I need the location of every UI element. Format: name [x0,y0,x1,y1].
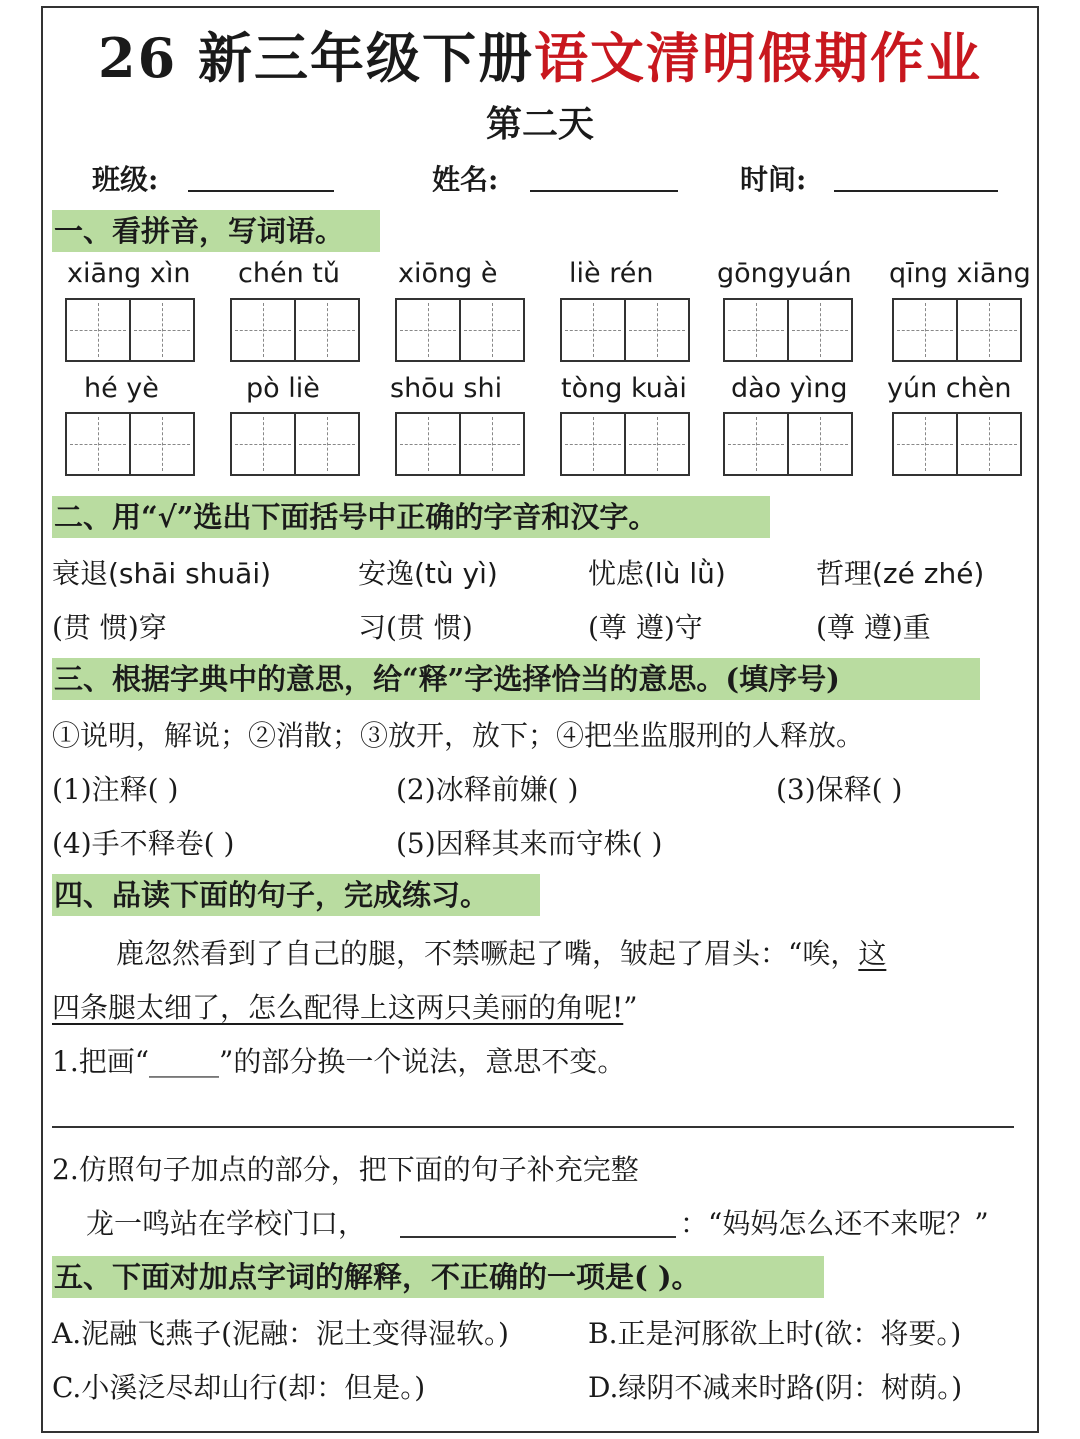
writing-grid[interactable] [230,298,360,362]
writing-grid[interactable] [65,298,195,362]
option-b[interactable]: B.正是河豚欲上时(欲：将要。) [588,1317,962,1350]
section4-heading: 四、品读下面的句子，完成练习。 [52,874,540,916]
writing-grid[interactable] [892,298,1022,362]
choice-item[interactable]: 安逸(tù yì) [358,557,498,590]
section2-heading: 二、用“√”选出下面括号中正确的字音和汉字。 [52,496,770,538]
choice-item[interactable]: (贯 惯)穿 [52,611,167,644]
answer-blank[interactable] [400,1236,676,1238]
time-blank[interactable] [834,190,998,192]
passage-line-2: 四条腿太细了，怎么配得上这两只美丽的角呢!” [52,991,638,1024]
question-2-end: ：“妈妈怎么还不来呢？” [680,1207,989,1240]
pinyin-3: xiōng è [398,258,498,289]
choice-item[interactable]: (尊 遵)守 [588,611,703,644]
pinyin-1: xiāng xìn [67,258,191,289]
question-2: 2.仿照句子加点的部分，把下面的句子补充完整 [52,1153,639,1186]
passage-line-1: 鹿忽然看到了自己的腿，不禁噘起了嘴，皱起了眉头：“唉，这 [116,937,887,970]
pinyin-9: shōu shi [390,373,503,404]
pinyin-6: qīng xiāng [889,258,1031,289]
fill-item[interactable]: (2)冰释前嫌( ) [396,773,579,806]
pinyin-4: liè rén [569,258,654,289]
writing-grid[interactable] [723,412,853,476]
section5-heading: 五、下面对加点字词的解释，不正确的一项是( )。 [52,1256,824,1298]
fill-item[interactable]: (4)手不释卷( ) [52,827,235,860]
fill-item[interactable]: (5)因释其来而守株( ) [396,827,663,860]
choice-item[interactable]: 哲理(zé zhé) [816,557,985,590]
pinyin-5: gōngyuán [717,258,852,289]
writing-grid[interactable] [395,412,525,476]
pinyin-10: tòng kuài [561,373,687,404]
pinyin-2: chén tǔ [238,258,340,289]
pinyin-11: dào yìng [731,373,848,404]
writing-grid[interactable] [560,412,690,476]
answer-line[interactable] [52,1126,1014,1128]
time-label: 时间: [740,163,807,196]
writing-grid[interactable] [892,412,1022,476]
name-label: 姓名: [432,163,499,196]
class-blank[interactable] [188,190,334,192]
fill-item[interactable]: (1)注释( ) [52,773,179,806]
class-label: 班级: [92,163,159,196]
writing-grid[interactable] [560,298,690,362]
name-blank[interactable] [530,190,678,192]
choice-item[interactable]: (尊 遵)重 [816,611,931,644]
writing-grid[interactable] [395,298,525,362]
meanings-list: ①说明，解说；②消散；③放开，放下；④把坐监服刑的人释放。 [52,719,865,752]
choice-item[interactable]: 衰退(shāi shuāi) [52,557,272,590]
page-title: 26 新三年级下册语文清明假期作业 [98,26,982,90]
option-c[interactable]: C.小溪泛尽却山行(却：但是。) [52,1371,426,1404]
writing-grid[interactable] [65,412,195,476]
page-subtitle: 第二天 [485,103,594,145]
choice-item[interactable]: 习(贯 惯) [358,611,473,644]
option-a[interactable]: A.泥融飞燕子(泥融：泥土变得湿软。) [52,1317,509,1350]
section3-heading: 三、根据字典中的意思，给“释”字选择恰当的意思。(填序号) [52,658,980,700]
writing-grid[interactable] [723,298,853,362]
pinyin-8: pò liè [246,373,320,404]
option-d[interactable]: D.绿阴不减来时路(阴：树荫。) [588,1371,963,1404]
pinyin-12: yún chèn [887,373,1012,404]
writing-grid[interactable] [230,412,360,476]
choice-item[interactable]: 忧虑(lù lǜ) [588,557,726,590]
pinyin-7: hé yè [84,373,159,404]
question-2-start: 龙一鸣站在学校门口， [86,1207,367,1240]
fill-item[interactable]: (3)保释( ) [776,773,903,806]
question-1: 1.把画“_____”的部分换一个说法，意思不变。 [52,1045,626,1078]
section1-heading: 一、看拼音，写词语。 [52,210,380,252]
